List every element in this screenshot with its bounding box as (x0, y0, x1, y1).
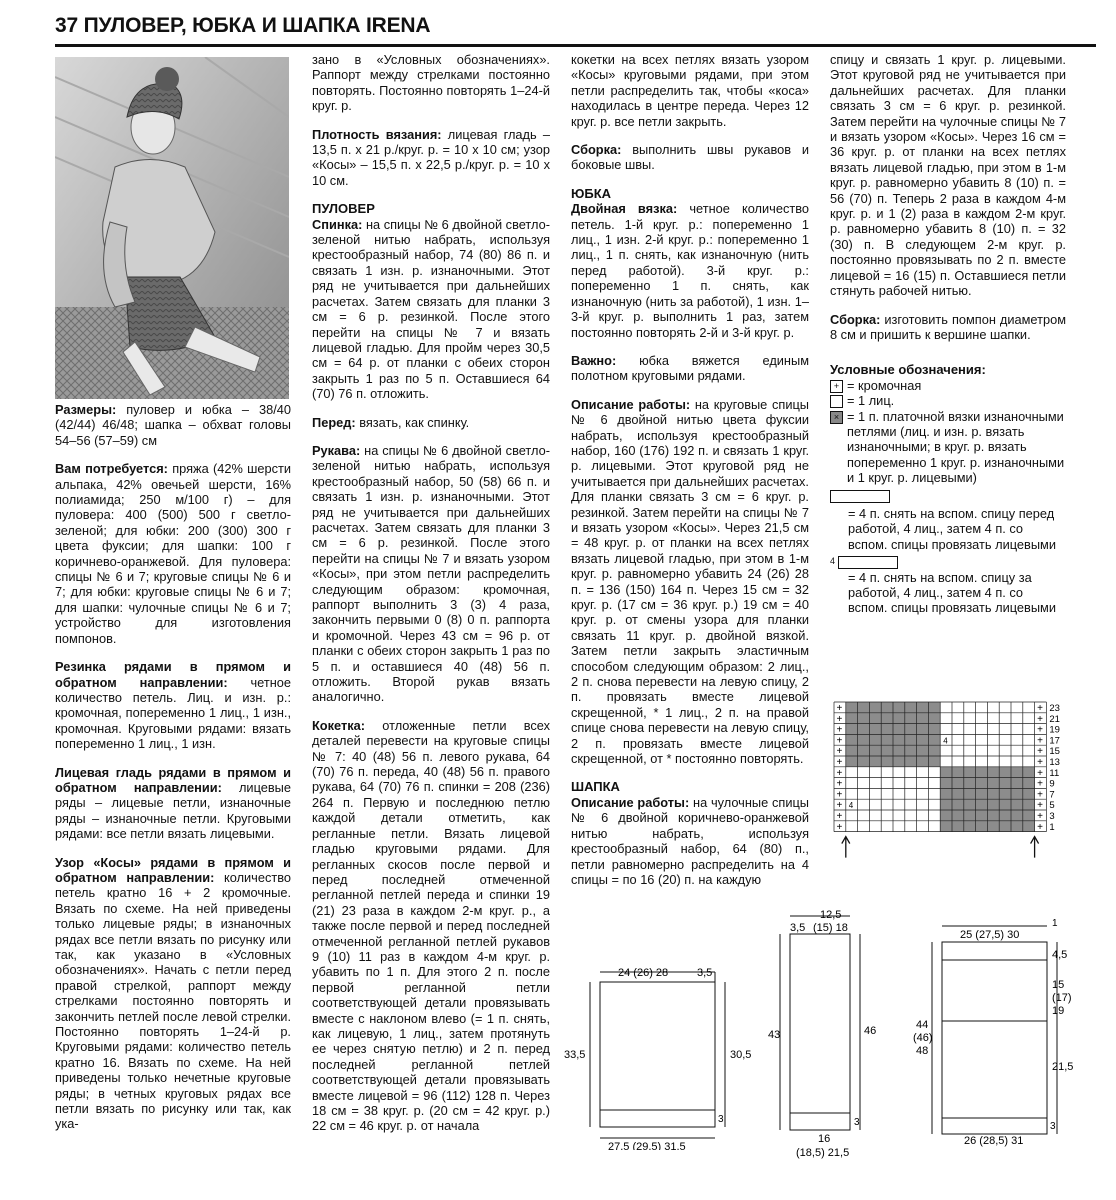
purl-cell (893, 724, 905, 735)
purl-cell (1011, 788, 1023, 799)
purl-cell (917, 745, 929, 756)
back-text: на спицы № 6 двойной светло-зеленой нитью набрать, используя крестообразный набор, 74 (80) 86 п. и связать 1 изн. р. изнаночными. Этот ряд не учитывается при дальнейших расчетах. Затем связать для планки 3 см = 6 р. резинкой. После этого перейти на спицы № 7 и вязать лицевой гладью. Для пройм через 30,5 см = 64 р. от планки с обеих сторон закрыть 1 раз по 5 п. Оставшиеся 64 (70) 76 п. отложить. (312, 216, 550, 402)
purl-cell (940, 788, 952, 799)
purl-cell (928, 724, 940, 735)
purl-cell (976, 778, 988, 789)
purl-cell (846, 745, 858, 756)
assembly-text: выполнить швы рукавов и боковые швы. (571, 142, 809, 173)
important-text: юбка вяжется единым полотном круговыми рядами. (571, 352, 809, 384)
continued-text: зано в «Условных обозначениях». Раппорт между стрелками постоянно повторять. Постоянно повторять 1–24-й круг. р. (312, 52, 550, 114)
skirt-hem: 3 (1050, 1121, 1056, 1132)
purl-cell (976, 767, 988, 778)
skirt-mid-3: 19 (1052, 1005, 1065, 1017)
important-label: Важно: (571, 352, 617, 368)
gauge-paragraph (312, 127, 550, 189)
purl-cell (1011, 778, 1023, 789)
purl-cell (893, 713, 905, 724)
purl-cell (964, 778, 976, 789)
row-number: 5 (1049, 800, 1055, 812)
skirt-top-width: 25 (27,5) 30 (960, 929, 1020, 941)
purl-cell (858, 713, 870, 724)
gauge-label: Плотность вязания: (312, 126, 442, 142)
purl-cell (964, 767, 976, 778)
hat-description-paragraph (571, 795, 809, 887)
legend-knit-text: = 1 лиц. (847, 393, 895, 409)
assembly-label: Сборка: (571, 142, 622, 158)
purl-cell (1023, 778, 1035, 789)
edge-mark: + (836, 703, 843, 714)
purl-cell (940, 767, 952, 778)
legend-cable-back-text: = 4 п. снять на вспом. спицу за работой, 4 лиц., затем 4 п. со вспом. спицы провязать лицевыми (848, 569, 1056, 616)
skirt-description-paragraph (571, 397, 809, 767)
purl-cell (905, 713, 917, 724)
rib-text: четное количество петель. Лиц. и изн. р.: кромочная, попеременно 1 лиц., 1 изн., кромочная. Круговыми рядами: вязать попеременно 1 лиц., 1 изн. (55, 674, 291, 752)
back-paragraph (312, 217, 550, 402)
purl-cell (964, 799, 976, 810)
pullover-schematic (560, 960, 760, 1155)
model-photo (55, 57, 289, 399)
garter-stitch-icon: × (830, 411, 843, 424)
front-paragraph (312, 415, 550, 430)
sleeve-right-height: 46 (864, 1025, 877, 1037)
purl-cell (964, 810, 976, 821)
yoke-text: отложенные петли всех деталей перевести на круговые спицы № 7: 40 (48) 56 п. левого рукава, 64 (70) 76 п. переда, 40 (48) 56 п. правого рукава, 64 (70) 76 п. спинки = 208 (236) 264 п. Первую и последнюю петлю каждой детали отметить, как регланные петли. Вязать лицевой гладью круговыми рядами. Для регланных скосов после первой и перед последней отмеченной регланной петлей переда и спинки 19 (21) 23 раза в каждом 2-м круг. р., а также после первой и перед последней отмеченной регланной петлей рукавов 9 (10) 11 раз в каждом 4-м круг. р. убавить по 1 п. Для этого 2 п. после первой регланной петли соответствующей детали провязывать вместе с наклоном влево (= 1 п. снять, как лицевую, 1 лиц., затем протянуть ее через снятую петлю) и 2 п. перед последней регланной петлей соответствующей детали провязывать вместе лицевой = 96 (112) 128 п. Через 18 см = 38 круг. р. (20 см = 42 круг. р.) 22 см = 46 круг. р. от начала (312, 717, 550, 1134)
double-knit-label: Двойная вязка: (571, 201, 678, 217)
purl-cell (846, 724, 858, 735)
purl-cell (905, 734, 917, 745)
photo-illustration (55, 57, 289, 399)
edge-mark: + (836, 713, 843, 725)
sizes-label: Размеры: (55, 402, 117, 417)
purl-cell (869, 734, 881, 745)
purl-cell (928, 756, 940, 767)
skirt-mid-2: (17) (1052, 992, 1072, 1004)
purl-cell (905, 724, 917, 735)
purl-cell (881, 702, 893, 713)
row-number: 15 (1049, 746, 1060, 758)
legend-heading: Условные обозначения: (830, 362, 986, 378)
skirt-description-label: Описание работы: (571, 396, 691, 412)
purl-cell (881, 724, 893, 735)
sleeve-bottom-width-sizes: (18,5) 21,5 (796, 1147, 850, 1159)
skirt-band: 4,5 (1052, 949, 1068, 961)
purl-cell (1023, 810, 1035, 821)
purl-cell (846, 713, 858, 724)
gauge-text: лицевая гладь – 13,5 п. х 21 р./круг. р. = 10 х 10 см; узор «Косы» – 15,5 п. х 22,5 р./круг. р. = 10 х 10 см. (312, 126, 550, 188)
hat-assembly-label: Сборка: (830, 311, 881, 327)
edge-mark: + (836, 800, 843, 812)
purl-cell (987, 788, 999, 799)
purl-cell (952, 788, 964, 799)
edge-mark: + (1037, 821, 1043, 833)
purl-cell (917, 756, 929, 767)
row-number: 17 (1049, 735, 1060, 747)
purl-cell (881, 713, 893, 724)
sleeves-text: на спицы № 6 двойной светло-зеленой нитью набрать, используя крестообразный набор, 50 (58) 66 п. и связать 1 изн. р. изнаночными. Этот ряд не учитывается при дальнейших расчетах. Затем связать для планки 3 см = 6 р. резинкой. После этого перейти на спицы № 7 и вязать узором «Косы», при этом петли распределить следующим образом: кромочная, раппорт выполнить 3 (3) 4 раза, закончить первыми 0 (8) 0 п. раппорта и кромочной. Через 43 см = 96 р. от планки с обеих сторон закрыть 1 раз по 5 п. и оставшиеся 40 (48) 56 п. отложить. Второй рукав вязать аналогично. (312, 442, 550, 705)
column-2 (312, 52, 550, 1147)
front-label: Перед: (312, 414, 356, 430)
purl-cell (846, 734, 858, 745)
edge-mark: + (836, 778, 843, 790)
stitch-chart-grid (830, 698, 1070, 878)
purl-cell (999, 821, 1011, 832)
purl-cell (952, 778, 964, 789)
purl-cell (952, 767, 964, 778)
legend-cable-front-text: = 4 п. снять на вспом. спицу перед работой, 4 лиц., затем 4 п. со вспом. спицы провязать лицевыми (848, 505, 1056, 552)
purl-cell (964, 788, 976, 799)
purl-cell (869, 756, 881, 767)
purl-cell (999, 778, 1011, 789)
sleeve-top-total: 12,5 (820, 909, 842, 921)
pullover-hem: 3 (718, 1114, 724, 1125)
purl-cell (905, 702, 917, 713)
purl-cell (940, 799, 952, 810)
edge-mark: + (1037, 789, 1043, 801)
hat-assembly-text: изготовить помпон диаметром 8 см и пришить к вершине шапки. (830, 311, 1067, 342)
purl-cell (869, 702, 881, 713)
purl-cell (1023, 767, 1035, 778)
purl-cell (893, 745, 905, 756)
edge-mark: + (1037, 746, 1043, 758)
stitch-chart (830, 698, 1070, 883)
purl-cell (1023, 799, 1035, 810)
purl-cell (940, 810, 952, 821)
purl-cell (999, 788, 1011, 799)
purl-cell (917, 702, 929, 713)
double-knit-text: четное количество петель. 1-й круг. р.: попеременно 1 лиц., 1 изн. 2-й круг. р.: попеременно 1 лиц., 1 п. снять, как изнаночную (нить перед работой). 3-й круг. р.: попеременно 1 п. снять, как изнаночную (нить за работой), 1 изн. 1–3-й круг. р. выполнить 1 раз, затем постоянно повторять 2-й и 3-й круг. р. (571, 201, 809, 340)
purl-cell (987, 821, 999, 832)
pullover-right-height: 30,5 (730, 1049, 752, 1061)
page-title: 37 ПУЛОВЕР, ЮБКА И ШАПКА IRENA (55, 14, 431, 37)
rib-paragraph (55, 659, 291, 751)
purl-cell (964, 821, 976, 832)
sleeve-top-mid: (15) 18 (813, 922, 848, 934)
purl-cell (952, 821, 964, 832)
purl-cell (869, 724, 881, 735)
skirt-description-text: на круговые спицы № 6 двойной нитью цвета фуксии набрать, используя крестообразный набор, 160 (176) 192 п. и связать 1 круг. р. лицевыми. Этот круговой ряд не учитывается при дальнейших расчетах. Для планки связать 3 см = 6 круг. р. резинкой. Затем перейти на спицы № 7 и вязать узором «Косы». Через 21,5 см = 48 круг. р. от планки на всех петлях вязать лицевой гладью, при этом в 1-м круг. р. равномерно убавить 24 (26) 28 п. = 136 (150) 164 п. Через 15 см = 32 круг. р. (17 см = 36 круг. р.) 19 см = 40 круг. р. от смены узора для планки связать 11 круг. р. двойной вязкой. Затем петли закрыть эластичным способом следующим образом: 2 лиц., 2 п. снова перевести на левую спицу, 2 п. провязать вместе лицевой скрещенной, * 1 лиц., 2 п. на правой спице снова перевести на левую спицу, 2 п. провязать вместе лицевой скрещенной, от * постоянно повторять. (571, 396, 809, 767)
purl-cell (952, 799, 964, 810)
cable-back-icon (838, 556, 898, 569)
cable-marker: 4 (848, 801, 854, 811)
purl-cell (1011, 821, 1023, 832)
stockinette-label: Лицевая гладь рядами в прямом и обратном направлении: (55, 764, 291, 795)
cable-paragraph (55, 855, 291, 1132)
purl-cell (928, 713, 940, 724)
back-label: Спинка: (312, 216, 363, 232)
sleeves-paragraph (312, 443, 550, 705)
purl-cell (881, 756, 893, 767)
repeat-arrow-icon (1031, 837, 1039, 858)
pullover-heading: ПУЛОВЕР (312, 201, 375, 217)
pullover-left-height: 33,5 (564, 1049, 586, 1061)
materials-paragraph (55, 461, 291, 646)
purl-cell (952, 810, 964, 821)
purl-cell (1011, 767, 1023, 778)
purl-cell (928, 702, 940, 713)
purl-cell (858, 745, 870, 756)
hat-heading: ШАПКА (571, 779, 620, 795)
legend-knit (830, 393, 1066, 408)
purl-cell (917, 713, 929, 724)
sleeve-bottom-width: 16 (818, 1133, 831, 1145)
edge-mark: + (836, 724, 843, 736)
row-number: 19 (1049, 724, 1060, 736)
skirt-total-1: 44 (916, 1019, 929, 1031)
edge-mark: + (1037, 703, 1043, 714)
sleeve-left-height: 43 (768, 1029, 781, 1041)
edge-mark: + (1037, 800, 1043, 812)
purl-cell (987, 767, 999, 778)
legend-cable-number: 4 (830, 556, 836, 567)
column-4 (830, 52, 1066, 616)
skirt-heading: ЮБКА (571, 185, 612, 201)
purl-cell (940, 778, 952, 789)
edge-mark: + (1037, 811, 1043, 822)
hat-description-label: Описание работы: (571, 794, 690, 810)
edge-mark: + (836, 735, 843, 747)
cable-label: Узор «Косы» рядами в прямом и обратном направлении: (55, 854, 291, 885)
purl-cell (917, 724, 929, 735)
continued-text: кокетки на всех петлях вязать узором «Косы» круговыми рядами, при этом петли распределить так, чтобы «коса» находилась в центре переда. Через 12 круг. р. все петли закрыть. (571, 52, 809, 129)
row-number: 13 (1049, 757, 1060, 768)
purl-cell (917, 734, 929, 745)
row-number: 3 (1049, 811, 1055, 822)
skirt-lower: 21,5 (1052, 1061, 1074, 1073)
materials-label: Вам потребуется: (55, 461, 168, 477)
edge-mark: + (1037, 778, 1043, 790)
edge-mark: + (836, 811, 843, 822)
purl-cell (858, 756, 870, 767)
pullover-bottom-width: 27,5 (29,5) 31,5 (608, 1141, 686, 1150)
edge-mark: + (1037, 724, 1043, 736)
hat-assembly-paragraph (830, 312, 1066, 343)
purl-cell (881, 745, 893, 756)
purl-cell (928, 745, 940, 756)
purl-cell (976, 788, 988, 799)
purl-cell (858, 734, 870, 745)
row-number: 11 (1049, 767, 1060, 779)
assembly-paragraph (571, 142, 809, 173)
yoke-label: Кокетка: (312, 717, 366, 733)
column-3 (571, 52, 809, 900)
legend-cable-front (830, 488, 1066, 553)
skirt-top-band: 1 (1052, 918, 1058, 929)
edge-mark: + (836, 746, 843, 758)
purl-cell (1023, 788, 1035, 799)
purl-cell (869, 745, 881, 756)
purl-cell (869, 713, 881, 724)
stockinette-paragraph (55, 765, 291, 842)
sleeve-hem: 3 (854, 1117, 860, 1128)
purl-cell (976, 799, 988, 810)
purl-cell (905, 756, 917, 767)
purl-cell (905, 745, 917, 756)
row-number: 23 (1049, 703, 1060, 714)
row-number: 7 (1049, 789, 1055, 801)
materials-text: пряжа (42% шерсти альпака, 42% овечьей шерсти, 16% полиамида; 250 м/100 г) – для пуловера: 400 (500) 500 г светло-зеленой; для юбки: 200 (300) 300 г цвета фуксии; для шапки: 100 г коричнево-оранжевой. Для пуловера: спицы № 6 и 7; круговые спицы № 6 и 7; для юбки: круговые спицы № 6 и 7; для шапки: чулочные спицы № 6 и 7; устройство для изготовления помпонов. (55, 461, 291, 646)
repeat-arrow-icon (842, 837, 850, 858)
purl-cell (1011, 799, 1023, 810)
edge-stitch-icon: + (830, 380, 843, 393)
legend-edge-text: = кромочная (847, 377, 922, 393)
purl-cell (987, 799, 999, 810)
purl-cell (976, 810, 988, 821)
purl-cell (999, 810, 1011, 821)
edge-mark: + (1037, 713, 1043, 725)
stockinette-text: лицевые ряды – лицевые петли, изнаночные ряды – изнаночные петли. Круговыми рядами: все петли вязать лицевыми. (55, 779, 291, 842)
edge-mark: + (836, 767, 843, 779)
knit-stitch-icon (830, 395, 843, 408)
purl-cell (1011, 810, 1023, 821)
row-number: 9 (1049, 778, 1055, 790)
purl-cell (1023, 821, 1035, 832)
row-number: 1 (1049, 821, 1055, 833)
purl-cell (987, 810, 999, 821)
skirt-total-3: 48 (916, 1045, 929, 1057)
continued-text: спицу и связать 1 круг. р. лицевыми. Этот круговой ряд не учитывается при дальнейших расчетах. Для планки связать 3 см = 6 круг. р. резинкой. Затем перейти на чулочные спицы № 7 и вязать узором «Косы». Через 16 см = 36 круг. р. от планки на всех петлях вязать лицевой гладью, при этом в 1-м круг. р. равномерно убавить 8 (10) п. = 56 (70) п. Теперь 2 раза в каждом 4-м круг. р. и 1 (2) раза в каждом 2-м круг. р. равномерно убавить 8 (10) п. = 32 (30) п. В следующем 2-м круг. р. постоянно провязывать по 2 п. вместе лицевой = 16 (15) п. Оставшиеся петли стянуть рабочей нитью. (830, 52, 1066, 299)
purl-cell (987, 778, 999, 789)
sizes-text: пуловер и юбка – 38/40 (42/44) 46/48; шапка – обхват головы 54–56 (57–59) см (55, 402, 291, 448)
purl-cell (846, 756, 858, 767)
cable-front-icon (830, 490, 890, 503)
purl-cell (858, 724, 870, 735)
legend-edge (830, 378, 1066, 393)
purl-cell (893, 702, 905, 713)
purl-cell (940, 821, 952, 832)
rib-label: Резинка рядами в прямом и обратном направлении: (55, 659, 291, 690)
row-number: 21 (1049, 713, 1060, 725)
double-knit-paragraph (571, 201, 809, 340)
skirt-total-2: (46) (913, 1032, 933, 1044)
sleeves-label: Рукава: (312, 442, 361, 458)
purl-cell (846, 702, 858, 713)
yoke-paragraph (312, 718, 550, 1134)
cable-text: количество петель кратно 16 + 2 кромочные. Вязать по схеме. На ней приведены только лицевые ряды; в изнаночных рядах все петли вязать по рисунку или так, как указано в «Условных обозначениях». Начать с петли перед правой стрелкой, раппорт между стрелками постоянно повторять и закончить петлей после левой стрелки. Постоянно повторять 1–24-й р. Круговыми рядами: количество петель кратно 16. Вязать по схеме. На ней приведены только нечетные круговые ряды; в четных круговых рядах все петли вязать по рисунку или так, как ука- (55, 869, 291, 1132)
column-1 (55, 402, 291, 1145)
pullover-width: 24 (26) 28 (618, 967, 669, 979)
front-text: вязать, как спинку. (359, 414, 470, 430)
skirt-schematic (912, 908, 1107, 1153)
skirt-bottom-width: 26 (28,5) 31 (964, 1135, 1024, 1147)
sizes-paragraph (55, 402, 291, 448)
purl-cell (881, 734, 893, 745)
edge-mark: + (1037, 735, 1043, 747)
edge-mark: + (1037, 767, 1043, 779)
important-paragraph (571, 353, 809, 384)
purl-cell (893, 756, 905, 767)
edge-mark: + (836, 757, 843, 768)
purl-cell (976, 821, 988, 832)
legend-garter (830, 409, 1066, 486)
pullover-armhole: 3,5 (697, 967, 713, 979)
cable-marker: 4 (943, 736, 948, 746)
edge-mark: + (836, 789, 843, 801)
purl-cell (858, 702, 870, 713)
skirt-mid-1: 15 (1052, 979, 1065, 991)
purl-cell (893, 734, 905, 745)
hat-description-text: на чулочные спицы № 6 двойной коричнево-оранжевой нитью набрать, используя крестообразный набор, 64 (80) п., петли равномерно распределить на 4 спицы = по 16 (20) п. на каждую (571, 794, 809, 887)
sleeve-top-left: 3,5 (790, 922, 806, 934)
legend-cable-back (830, 554, 1066, 616)
purl-cell (928, 734, 940, 745)
legend-garter-text: = 1 п. платочной вязки изнаночными петлями (лиц. и изн. р. вязать изнаночными; в круг. р. вязать попеременно 1 круг. р. изнаночными и 1 круг. р. лицевыми) (847, 408, 1065, 486)
edge-mark: + (1037, 757, 1043, 768)
title-rule (55, 44, 1096, 47)
sleeve-schematic (760, 908, 900, 1165)
purl-cell (999, 799, 1011, 810)
purl-cell (999, 767, 1011, 778)
edge-mark: + (836, 821, 843, 833)
